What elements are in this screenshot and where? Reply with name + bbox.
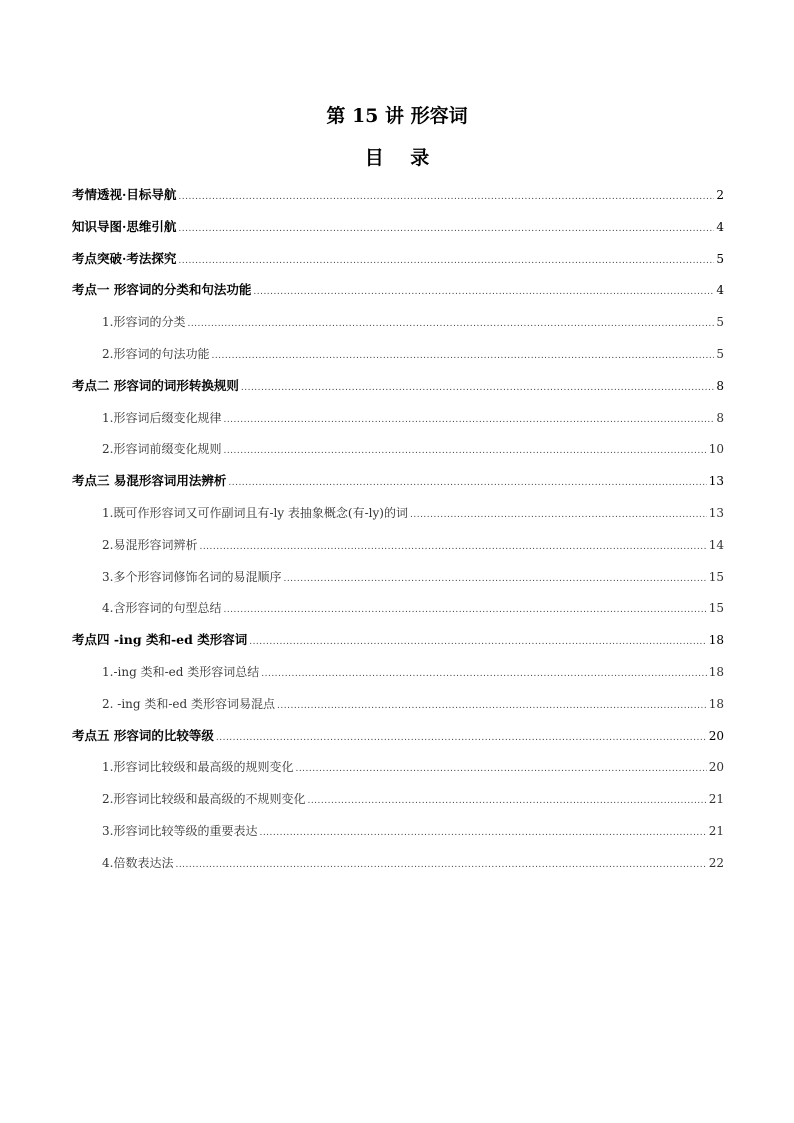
toc-entry-page: 5 — [716, 251, 724, 266]
toc-entry-subsection[interactable] — [72, 407, 724, 439]
toc-entry-section[interactable] — [72, 248, 724, 280]
toc-entry-label: 3.形容词比较等级的重要表达 — [102, 823, 258, 838]
toc-entry-label: 2. -ing 类和-ed 类形容词易混点 — [102, 696, 276, 711]
toc-entry-subsection[interactable] — [72, 788, 724, 820]
toc-leader-dots — [307, 790, 706, 812]
toc-entry-label: 考情透视·目标导航 — [72, 187, 177, 202]
toc-entry-section[interactable] — [72, 375, 724, 407]
toc-entry-subsection[interactable] — [72, 311, 724, 343]
table-of-contents — [72, 184, 724, 884]
toc-entry-label: 2.易混形容词辨析 — [102, 537, 198, 552]
toc-leader-dots — [223, 599, 706, 621]
toc-leader-dots — [253, 281, 714, 303]
toc-leader-dots — [223, 409, 714, 431]
toc-entry-label: 1.形容词的分类 — [102, 315, 186, 330]
toc-entry-page: 13 — [708, 474, 724, 489]
toc-entry-subsection[interactable] — [72, 597, 724, 629]
toc-leader-dots — [216, 727, 707, 749]
toc-entry-page: 2 — [716, 188, 724, 202]
toc-entry-label: 考点三 易混形容词用法辨析 — [72, 473, 227, 489]
toc-entry-label: 4.含形容词的句型总结 — [102, 601, 222, 616]
toc-leader-dots — [249, 631, 707, 653]
toc-entry-subsection[interactable] — [72, 566, 724, 598]
toc-entry-label: 3.多个形容词修饰名词的易混顺序 — [102, 569, 282, 584]
toc-leader-dots — [410, 504, 707, 526]
toc-entry-page: 5 — [716, 315, 724, 330]
toc-entry-label: 考点五 形容词的比较等级 — [72, 727, 214, 743]
toc-entry-subsection[interactable] — [72, 852, 724, 884]
toc-entry-page: 5 — [716, 346, 724, 361]
toc-entry-label: 知识导图·思维引航 — [72, 218, 177, 234]
toc-leader-dots — [283, 568, 706, 590]
toc-entry-label: 1.-ing 类和-ed 类形容词总结 — [102, 664, 260, 679]
toc-entry-subsection[interactable] — [72, 534, 724, 566]
toc-entry-page: 4 — [716, 283, 724, 298]
toc-leader-dots — [178, 250, 714, 272]
toc-leader-dots — [178, 218, 714, 240]
toc-entry-page: 18 — [708, 696, 724, 711]
toc-entry-page: 4 — [716, 219, 724, 234]
toc-entry-page: 13 — [708, 505, 724, 520]
toc-entry-label: 考点突破·考法探究 — [72, 250, 177, 266]
toc-leader-dots — [178, 186, 714, 208]
toc-entry-page: 15 — [708, 569, 724, 584]
toc-entry-subsection[interactable] — [72, 820, 724, 852]
toc-entry-subsection[interactable] — [72, 502, 724, 534]
toc-leader-dots — [223, 440, 706, 462]
toc-entry-label: 2.形容词比较级和最高级的不规则变化 — [102, 792, 306, 807]
toc-leader-dots — [199, 536, 706, 558]
toc-entry-section[interactable] — [72, 470, 724, 502]
toc-entry-label: 考点一 形容词的分类和句法功能 — [72, 282, 252, 298]
lesson-title: 第 15 讲 形容词 — [326, 105, 468, 127]
toc-entry-section[interactable] — [72, 725, 724, 757]
toc-leader-dots — [259, 822, 706, 844]
toc-entry-page: 8 — [716, 378, 724, 393]
toc-entry-label: 2.形容词的句法功能 — [102, 346, 210, 361]
toc-entry-subsection[interactable] — [72, 756, 724, 788]
toc-entry-page: 10 — [708, 442, 724, 457]
toc-entry-section[interactable] — [72, 629, 724, 661]
toc-entry-section[interactable] — [72, 216, 724, 248]
toc-entry-label: 考点四 -ing 类和-ed 类形容词 — [72, 632, 248, 648]
toc-entry-label: 4.倍数表达法 — [102, 855, 174, 870]
toc-leader-dots — [295, 758, 706, 780]
toc-entry-page: 20 — [708, 728, 724, 743]
toc-entry-section[interactable] — [72, 184, 724, 216]
toc-leader-dots — [277, 695, 707, 717]
toc-entry-page: 22 — [708, 855, 724, 870]
toc-entry-subsection[interactable] — [72, 343, 724, 375]
toc-entry-page: 18 — [708, 664, 724, 679]
toc-entry-page: 20 — [708, 760, 724, 775]
toc-entry-subsection[interactable] — [72, 661, 724, 693]
toc-entry-label: 考点二 形容词的词形转换规则 — [72, 377, 239, 393]
toc-entry-page: 21 — [708, 823, 724, 838]
toc-leader-dots — [261, 663, 706, 685]
toc-entry-page: 18 — [708, 633, 724, 648]
toc-entry-section[interactable] — [72, 279, 724, 311]
toc-heading: 目 录 — [364, 147, 440, 169]
toc-leader-dots — [187, 313, 714, 335]
toc-entry-page: 8 — [716, 410, 724, 425]
toc-entry-label: 1.形容词比较级和最高级的规则变化 — [102, 760, 294, 775]
toc-leader-dots — [175, 854, 706, 876]
toc-entry-label: 1.形容词后缀变化规律 — [102, 410, 222, 425]
toc-entry-page: 15 — [708, 601, 724, 616]
toc-entry-page: 14 — [708, 537, 724, 552]
toc-leader-dots — [241, 377, 715, 399]
toc-leader-dots — [211, 345, 714, 367]
toc-entry-label: 1.既可作形容词又可作副词且有-ly 表抽象概念(有-ly)的词 — [102, 505, 408, 520]
toc-entry-subsection[interactable] — [72, 438, 724, 470]
toc-entry-subsection[interactable] — [72, 693, 724, 725]
toc-leader-dots — [228, 472, 706, 494]
toc-entry-label: 2.形容词前缀变化规则 — [102, 442, 222, 457]
toc-entry-page: 21 — [708, 792, 724, 807]
